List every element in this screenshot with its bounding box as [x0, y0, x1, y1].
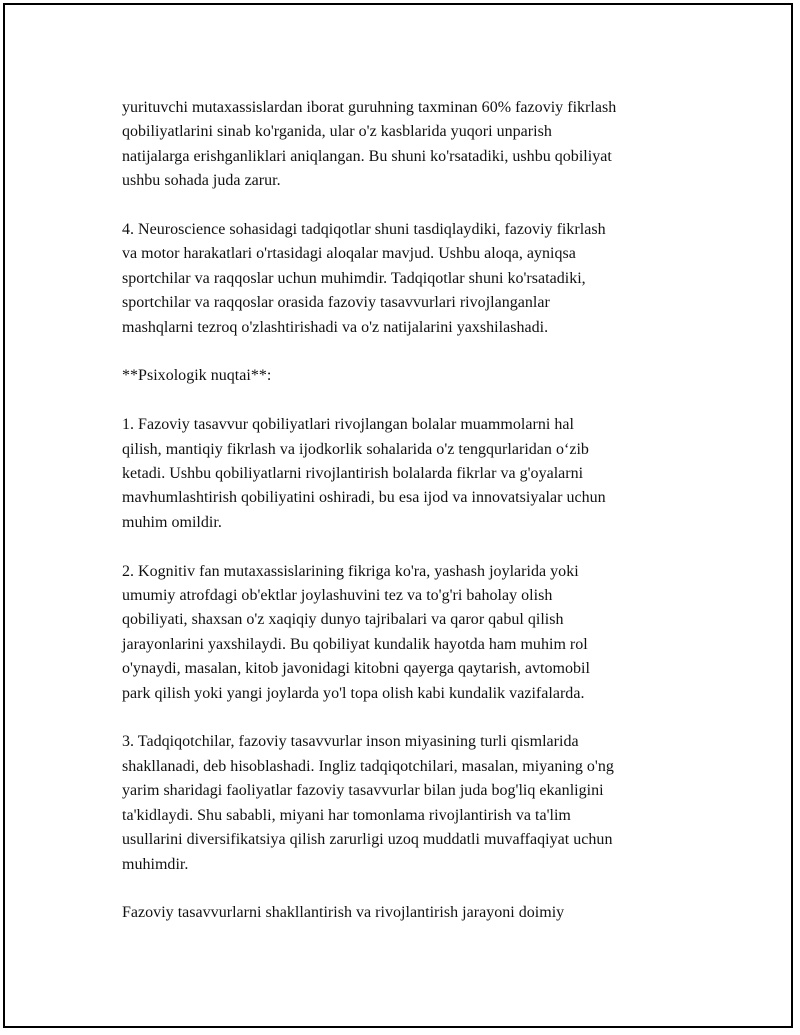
text-line: 3. Tadqiqotchilar, fazoviy tasavvurlar inson miyasining turli qismlarida — [122, 733, 579, 751]
paragraph-6 — [122, 901, 707, 925]
document-body — [122, 96, 707, 950]
text-line: ketadi. Ushbu qobiliyatlarni rivojlantirish bolalarda fikrlar va g'oyalarni — [122, 465, 584, 483]
text-line: va motor harakatlari o'rtasidagi aloqalar mavjud. Ushbu aloqa, ayniqsa — [122, 245, 576, 263]
section-heading — [122, 364, 707, 388]
paragraph-5 — [122, 730, 707, 876]
text-line: muhimdir. — [122, 855, 189, 873]
text-line: sportchilar va raqqoslar uchun muhimdir. Tadqiqotlar shuni ko'rsatadiki, — [122, 269, 586, 287]
text-line: qilish, mantiqiy fikrlash va ijodkorlik sohalarida o'z tengqurlaridan o‘zib — [122, 440, 589, 458]
text-line: Fazoviy tasavvurlarni shakllantirish va rivojlantirish jarayoni doimiy — [122, 904, 565, 922]
text-line: ushbu sohada juda zarur. — [122, 172, 281, 190]
text-line: ta'kidlaydi. Shu sababli, miyani har tomonlama rivojlantirish va ta'lim — [122, 806, 571, 824]
text-line: umumiy atrofdagi ob'ektlar joylashuvini tez va to'g'ri baholay olish — [122, 587, 553, 605]
page-frame — [3, 3, 793, 1028]
text-line: qobiliyati, shaxsan o'z xaqiqiy dunyo tajribalari va qaror qabul qilish — [122, 611, 564, 629]
text-line: 2. Kognitiv fan mutaxassislarining fikriga ko'ra, yashash joylarida yoki — [122, 562, 579, 580]
paragraph-4 — [122, 560, 707, 706]
paragraph-1 — [122, 96, 707, 194]
text-line: qobiliyatlarini sinab ko'rganida, ular o'z kasblarida yuqori unparish — [122, 123, 552, 141]
text-line: mavhumlashtirish qobiliyatini oshiradi, bu esa ijod va innovatsiyalar uchun — [122, 489, 606, 507]
text-line: muhim omildir. — [122, 513, 222, 531]
text-line: usullarini diversifikatsiya qilish zarurligi uzoq muddatli muvaffaqiyat uchun — [122, 831, 613, 849]
text-line: o'ynaydi, masalan, kitob javonidagi kitobni qayerga qaytarish, avtomobil — [122, 660, 590, 678]
text-line: mashqlarni tezroq o'zlashtirishadi va o'z natijalarini yaxshilashadi. — [122, 318, 549, 336]
text-line: yurituvchi mutaxassislardan iborat guruhning taxminan 60% fazoviy fikrlash — [122, 99, 617, 116]
text-line: sportchilar va raqqoslar orasida fazoviy tasavvurlari rivojlanganlar — [122, 294, 550, 312]
text-line: shakllanadi, deb hisoblashadi. Ingliz tadqiqotchilari, masalan, miyaning o'ng — [122, 757, 614, 775]
paragraph-2 — [122, 218, 707, 340]
text-line: **Psixologik nuqtai**: — [122, 367, 272, 385]
text-line: natijalarga erishganliklari aniqlangan. Bu shuni ko'rsatadiki, ushbu qobiliyat — [122, 147, 612, 165]
text-line: 4. Neuroscience sohasidagi tadqiqotlar shuni tasdiqlaydiki, fazoviy fikrlash — [122, 221, 606, 239]
text-line: 1. Fazoviy tasavvur qobiliyatlari rivojlangan bolalar muammolarni hal — [122, 416, 574, 434]
text-line: park qilish yoki yangi joylarda yo'l topa olish kabi kundalik vazifalarda. — [122, 684, 585, 702]
paragraph-3 — [122, 413, 707, 535]
text-line: yarim sharidagi faoliyatlar fazoviy tasavvurlar bilan juda bog'liq ekanligini — [122, 782, 604, 800]
text-line: jarayonlarini yaxshilaydi. Bu qobiliyat kundalik hayotda ham muhim rol — [122, 635, 588, 653]
